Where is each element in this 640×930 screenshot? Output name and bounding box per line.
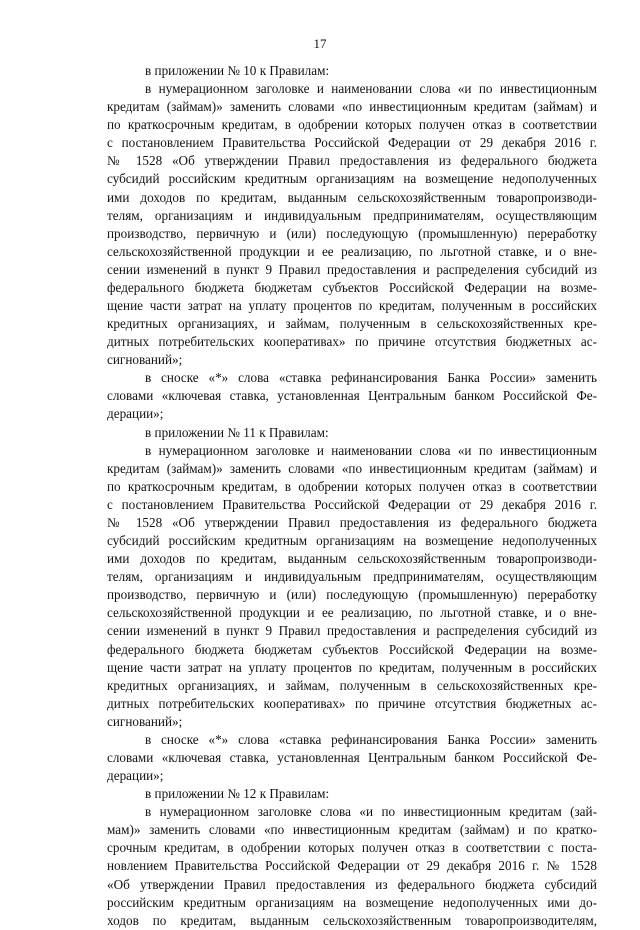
text-line: мам)» заменить словами «по инвестиционным кредитам (займам) и по кратко-: [107, 822, 597, 838]
text-line: дерации»;: [107, 406, 164, 422]
text-line: словами «ключевая ставка, установленная Центральным банком Российской Фе-: [107, 749, 597, 765]
text-line: сельскохозяйственной продукции и ее реализацию, по льготной ставке, и о вне-: [107, 243, 597, 259]
text-line: ходов по кредитам, выданным сельскохозяйственным товаропроизводителям,: [107, 912, 597, 928]
text-line: с постановлением Правительства Российской Федерации от 29 декабря 2016 г.: [107, 496, 597, 512]
text-line: субсидий российским кредитным организациям на возмещение недополученных: [107, 533, 597, 549]
text-line: производство, первичную и (или) последующую (промышленную) переработку: [107, 587, 597, 603]
text-line: щение части затрат на уплату процентов по кредитам, полученным в российских: [107, 298, 597, 314]
page-number: 17: [313, 36, 327, 51]
text-line: в нумерационном заголовке и наименовании слова «и по инвестиционным: [145, 81, 597, 97]
text-line: в нумерационном заголовке слова «и по инвестиционным кредитам (зай-: [145, 804, 597, 820]
text-line: в нумерационном заголовке и наименовании слова «и по инвестиционным: [145, 442, 597, 458]
text-line: ими доходов по кредитам, выданным сельскохозяйственным товаропроизводи-: [107, 189, 597, 205]
text-line: сении изменений в пункт 9 Правил предоставления и распределения субсидий из: [107, 623, 597, 639]
text-line: телям, организациям и индивидуальным предпринимателям, осуществляющим: [107, 207, 597, 223]
text-line: кредитам (займам)» заменить словами «по инвестиционным кредитам (займам) и: [107, 460, 597, 476]
text-line: сельскохозяйственной продукции и ее реализацию, по льготной ставке, и о вне-: [107, 605, 597, 621]
document-body: [107, 62, 597, 930]
text-line: телям, организациям и индивидуальным предпринимателям, осуществляющим: [107, 569, 597, 585]
text-line: дитных потребительских кооперативах» по причине отсутствия бюджетных ас-: [107, 695, 597, 711]
text-line: в приложении № 12 к Правилам:: [145, 786, 330, 802]
text-line: производство, первичную и (или) последующую (промышленную) переработку: [107, 225, 597, 241]
text-line: кредитам (займам)» заменить словами «по инвестиционным кредитам (займам) и: [107, 99, 597, 115]
text-line: по краткосрочным кредитам, в одобрении которых получен отказ в соответствии: [107, 117, 597, 133]
text-line: ими доходов по кредитам, выданным сельскохозяйственным товаропроизводи-: [107, 551, 597, 567]
text-line: федерального бюджета бюджетам субъектов Российской Федерации на возме-: [107, 279, 597, 295]
text-line: с постановлением Правительства Российской Федерации от 29 декабря 2016 г.: [107, 135, 597, 151]
text-line: дерации»;: [107, 768, 164, 784]
text-line: № 1528 «Об утверждении Правил предоставления из федерального бюджета: [107, 153, 597, 169]
text-line: сигнований»;: [107, 713, 183, 729]
text-line: щение части затрат на уплату процентов по кредитам, полученным в российских: [107, 659, 597, 675]
text-line: в сноске «*» слова «ставка рефинансирования Банка России» заменить: [145, 370, 597, 386]
text-line: кредитных организациях, и займам, полученным в сельскохозяйственных кре-: [107, 316, 597, 332]
text-line: новлением Правительства Российской Федерации от 29 декабря 2016 г. № 1528: [107, 858, 597, 874]
text-line: по краткосрочным кредитам, в одобрении которых получен отказ в соответствии: [107, 478, 597, 494]
text-line: федерального бюджета бюджетам субъектов Российской Федерации на возме-: [107, 641, 597, 657]
text-line: сигнований»;: [107, 352, 183, 368]
text-line: срочным кредитам, в одобрении которых получен отказ в соответствии с поста-: [107, 840, 597, 856]
text-line: в сноске «*» слова «ставка рефинансирования Банка России» заменить: [145, 731, 597, 747]
text-line: российским кредитным организациям на возмещение недополученных ими до-: [107, 894, 597, 910]
text-line: кредитных организациях, и займам, полученным в сельскохозяйственных кре-: [107, 677, 597, 693]
text-line: субсидий российским кредитным организациям на возмещение недополученных: [107, 171, 597, 187]
text-line: в приложении № 10 к Правилам:: [145, 63, 330, 78]
text-line: № 1528 «Об утверждении Правил предоставления из федерального бюджета: [107, 514, 597, 530]
text-line: «Об утверждении Правил предоставления из федерального бюджета субсидий: [107, 876, 597, 892]
text-line: словами «ключевая ставка, установленная Центральным банком Российской Фе-: [107, 388, 597, 404]
text-line: дитных потребительских кооперативах» по причине отсутствия бюджетных ас-: [107, 334, 597, 350]
text-line: сении изменений в пункт 9 Правил предоставления и распределения субсидий из: [107, 261, 597, 277]
text-line: в приложении № 11 к Правилам:: [145, 424, 329, 440]
